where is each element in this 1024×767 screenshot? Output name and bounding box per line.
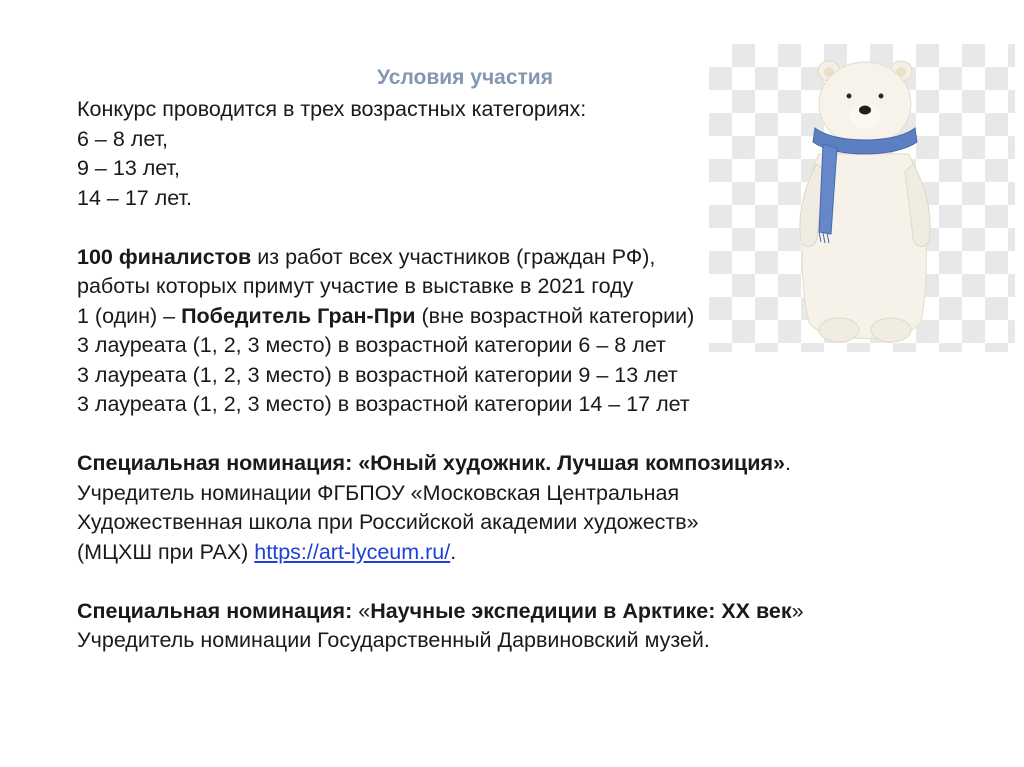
category-item: 9 – 13 лет, [77, 156, 180, 180]
nomination1-heading: Специальная номинация: «Юный художник. Лучшая композиция» [77, 451, 785, 475]
polar-bear-image [709, 44, 1015, 352]
laureate-line: 3 лауреата (1, 2, 3 место) в возрастной категории 6 – 8 лет [77, 333, 666, 357]
category-item: 14 – 17 лет. [77, 185, 192, 210]
finalists-line-2: работы которых примут участие в выставке в 2021 году [77, 274, 634, 298]
category-item: 6 – 8 лет, [77, 126, 169, 151]
nomination1-heading-line [77, 449, 937, 479]
nomination2-name: Научные экспедиции в Арктике: XX век [370, 598, 792, 623]
nomination2-heading-line [77, 597, 937, 627]
laureate-line: 3 лауреата (1, 2, 3 место) в возрастной категории 14 – 17 лет [77, 392, 690, 416]
spacer [77, 567, 937, 597]
nomination1-heading-end: . [785, 451, 791, 475]
nomination1-founder-line-3 [77, 538, 937, 568]
nomination1-abbrev: (МЦХШ при РАХ) [77, 539, 255, 564]
categories-intro: Конкурс проводится в трех возрастных категориях: [77, 97, 587, 121]
grand-prix-suffix: (вне возрастной категории) [415, 303, 695, 328]
nomination1-founder-line: Учредитель номинации ФГБПОУ «Московская Центральная [77, 480, 680, 505]
laureate-line: 3 лауреата (1, 2, 3 место) в возрастной категории 9 – 13 лет [77, 362, 678, 387]
spacer [77, 420, 937, 450]
nomination2-open-quote: « [352, 598, 371, 623]
polar-bear-icon [709, 44, 1015, 352]
nomination2-close-quote: » [791, 598, 804, 623]
finalists-text: из работ всех участников (граждан РФ), [251, 244, 656, 269]
nomination1-founder-line-2: Художественная школа при Российской академии художеств» [77, 510, 699, 534]
nomination2-label: Специальная номинация: [77, 598, 353, 623]
finalists-count: 100 финалистов [77, 244, 252, 269]
nomination2-founder-line: Учредитель номинации Государственный Дарвиновский музей. [77, 628, 710, 652]
nomination1-end: . [450, 539, 457, 564]
grand-prix-winner: Победитель Гран-При [181, 303, 416, 328]
grand-prix-prefix: 1 (один) – [77, 303, 182, 328]
art-lyceum-link[interactable]: https://art-lyceum.ru/ [254, 539, 451, 564]
slide-title: Условия участия [377, 66, 553, 89]
